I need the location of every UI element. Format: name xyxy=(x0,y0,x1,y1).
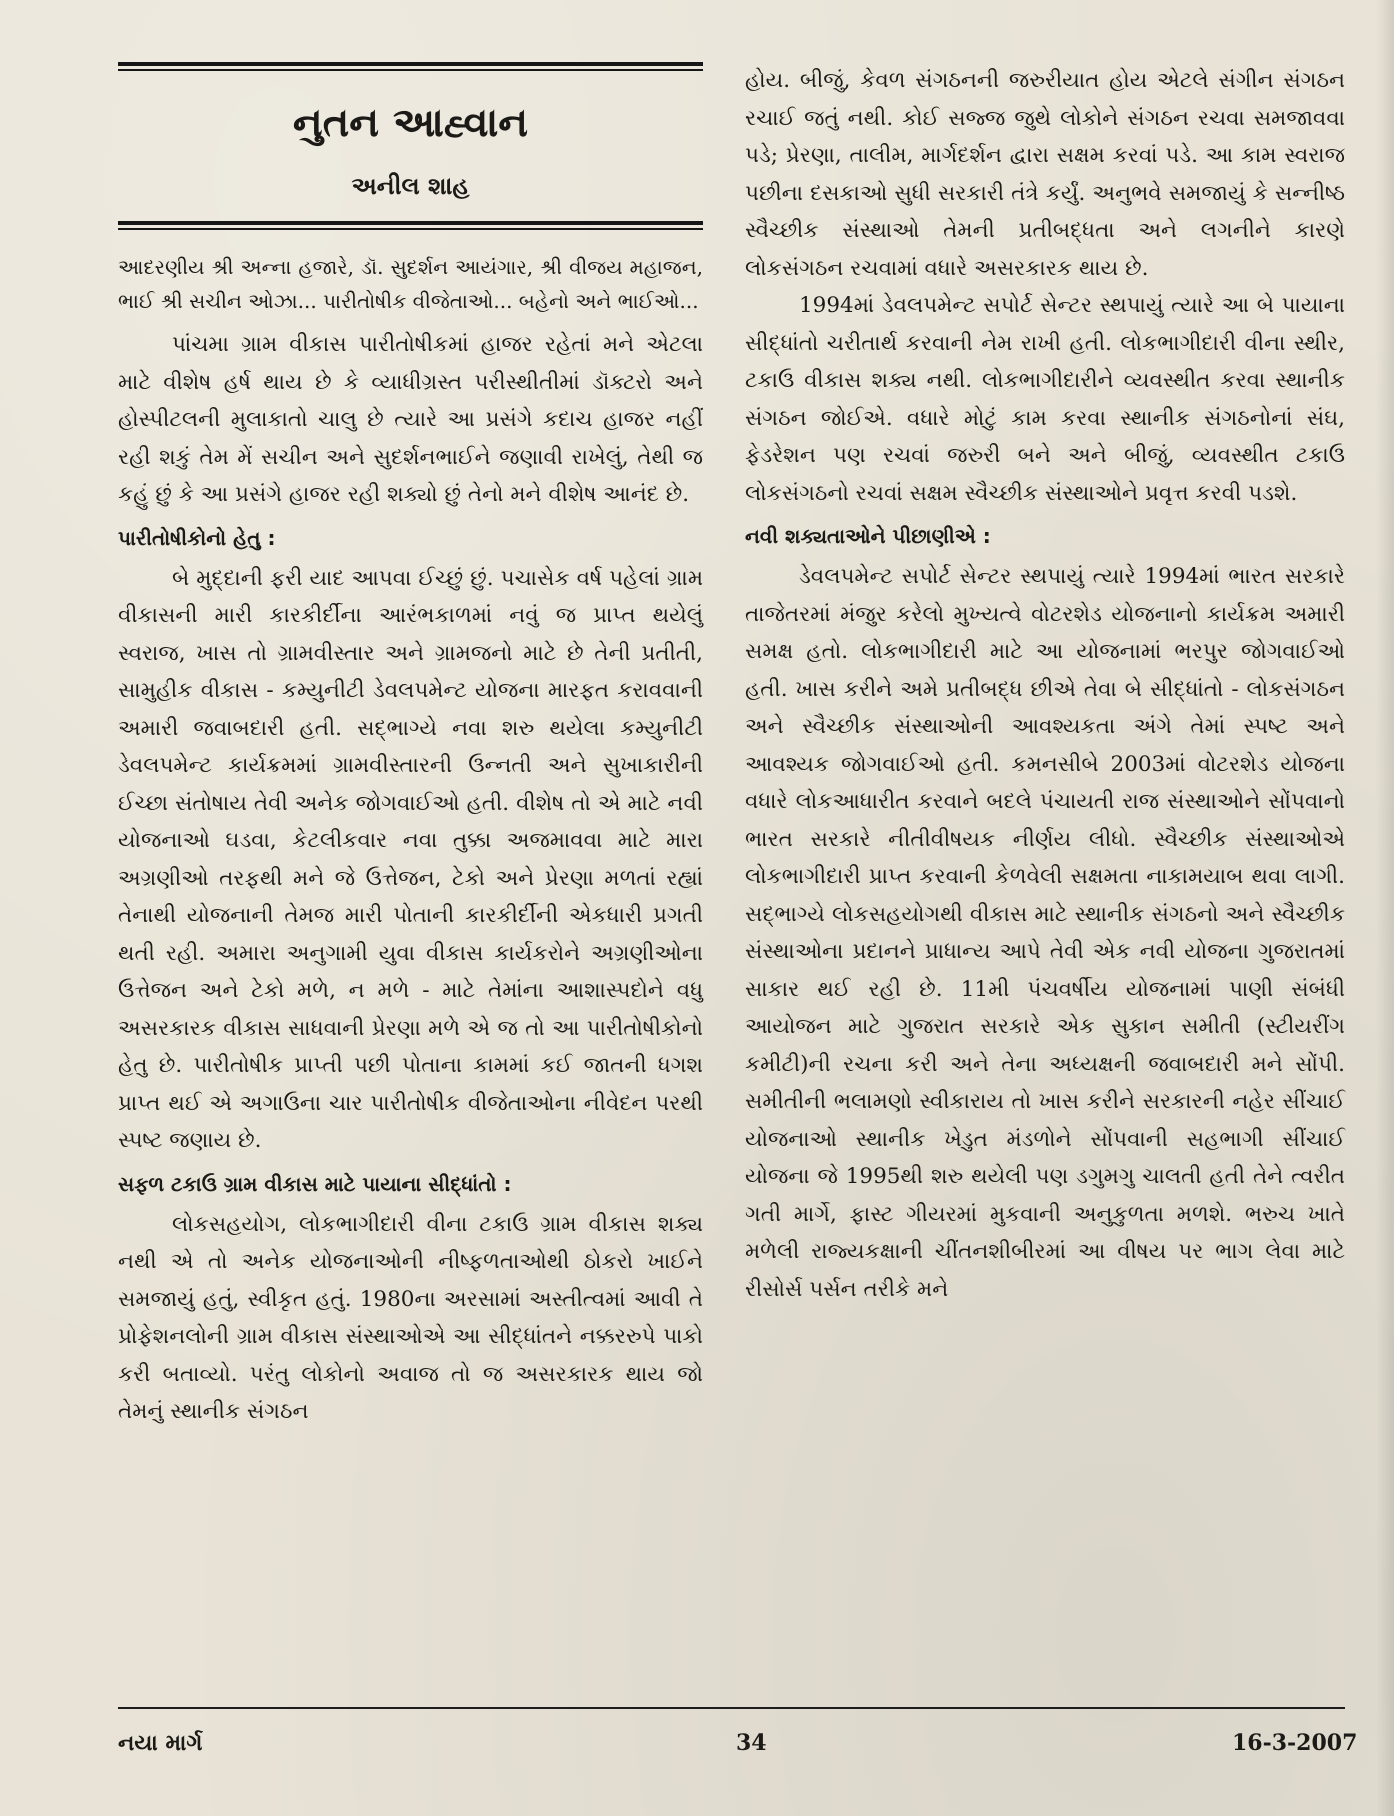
section-heading-new-possibilities: નવી શક્યતાઓને પીછાણીએ : xyxy=(745,524,991,548)
publication-date: 16-3-2007 xyxy=(1232,1730,1358,1756)
development-support-centre-paragraph: 1994માં ડેવલપમેન્ટ સપોર્ટ સેન્ટર સ્થપાયું ત્યારે આ બે પાયાના સીદ્ધાંતો ચરીતાર્થ કરવાની નેમ રાખી હતી. લોકભાગીદારી વીના સ્થીર, ટકાઉ વીકાસ શક્ય નથી. લોકભાગીદારીને વ્યવસ્થીત કરવા સ્થાનીક સંગઠન જોઈએ. વધારે મોટું કામ કરવા સ્થાનીક સંગઠનોનાં સંઘ, ફેડરેશન પણ રચવાં જરુરી બને અને બીજું, વ્યવસ્થીત ટકાઉ લોકસંગઠનો રચવાં સક્ષમ સ્વૈચ્છીક સંસ્થાઓને પ્રવૃત્ત કરવી પડશે. xyxy=(745,293,1345,506)
author-bottom-rule-thin xyxy=(118,228,703,230)
page-number: 34 xyxy=(736,1730,767,1756)
section-heading-principles: સફળ ટકાઉ ગ્રામ વીકાસ માટે પાયાના સીદ્ધાંતો : xyxy=(118,1171,512,1196)
paper-edge-shadow xyxy=(1376,0,1394,1816)
intro-paragraph: પાંચમા ગ્રામ વીકાસ પારીતોષીકમાં હાજર રહેતાં મને એટલા માટે વીશેષ હર્ષ થાય છે કે વ્યાધીગ્રસ્ત પરીસ્થીતીમાં ડૉક્ટરો અને હોસ્પીટલની મુલાકાતો ચાલુ છે ત્યારે આ પ્રસંગે કદાચ હાજર નહીં રહી શકું તેમ મેં સચીન અને સુદર્શનભાઈને જણાવી રાખેલું, તેથી જ કહું છું કે આ પ્રસંગે હાજર રહી શક્યો છું તેનો મને વીશેષ આનંદ છે. xyxy=(118,332,703,507)
section-heading-purpose: પારીતોષીકોનો હેતુ : xyxy=(118,525,276,550)
article-author: અનીલ શાહ xyxy=(351,172,470,200)
new-possibilities-paragraph: ડેવલપમેન્ટ સપોર્ટ સેન્ટર સ્થપાયું ત્યારે 1994માં ભારત સરકારે તાજેતરમાં મંજુર કરેલો મુખ્યત્વે વોટરશેડ યોજનાનો કાર્યક્રમ અમારી સમક્ષ હતો. લોકભાગીદારી માટે આ યોજનામાં ભરપુર જોગવાઈઓ હતી. ખાસ કરીને અમે પ્રતીબદ્ધ છીએ તેવા બે સીદ્ધાંતો - લોકસંગઠન અને સ્વૈચ્છીક સંસ્થાઓની આવશ્યકતા અંગે તેમાં સ્પષ્ટ અને આવશ્યક જોગવાઈઓ હતી. કમનસીબે 2003માં વોટરશેડ યોજના વધારે લોકઆધારીત કરવાને બદલે પંચાયતી રાજ સંસ્થાઓને સોંપવાનો ભારત સરકારે નીતીવીષયક નીર્ણય લીધો. સ્વૈચ્છીક સંસ્થાઓએ લોકભાગીદારી પ્રાપ્ત કરવાની કેળવેલી સક્ષમતા નાકામયાબ થવા લાગી. સદ્ભાગ્યે લોકસહયોગથી વીકાસ માટે સ્થાનીક સંગઠનો અને સ્વૈચ્છીક સંસ્થાઓના પ્રદાનને પ્રાધાન્ય આપે તેવી એક નવી યોજના ગુજરાતમાં સાકાર થઈ રહી છે. 11મી પંચવર્ષીય યોજનામાં પાણી સંબંધી આયોજન માટે ગુજરાત સરકારે એક સુકાન સમીતી (સ્ટીયરીંગ કમીટી)ની રચના કરી અને તેના અધ્યક્ષની જવાબદારી મને સોંપી. સમીતીની ભલામણો સ્વીકારાય તો ખાસ કરીને સરકારની નહેર સીંચાઈ યોજનાઓ સ્થાનીક ખેડુત મંડળોને સોંપવાની સહભાગી સીંચાઈ યોજના જે 1995થી શરુ થયેલી પણ ડગુમગુ ચાલતી હતી તેને ત્વરીત ગતી માર્ગે, ફાસ્ટ ગીયરમાં મુકવાની અનુકુળતા મળશે. ભરુચ ખાતે મળેલી રાજ્યકક્ષાની ચીંતનશીબીરમાં આ વીષય પર ભાગ લેવા માટે રીસોર્સ પર્સન તરીકે મને xyxy=(745,564,1345,1302)
title-top-rule-thick xyxy=(118,62,703,66)
left-column xyxy=(118,62,703,1431)
purpose-paragraph: બે મુદ્દાની ફરી યાદ આપવા ઈચ્છું છું. પચાસેક વર્ષ પહેલાં ગ્રામ વીકાસની મારી કારકીર્દીના આરંભકાળમાં નવું જ પ્રાપ્ત થયેલું સ્વરાજ, ખાસ તો ગ્રામવીસ્તાર અને ગ્રામજનો માટે છે તેની પ્રતીતી, સામુહીક વીકાસ - કમ્યુનીટી ડેવલપમેન્ટ યોજના મારફત કરાવવાની અમારી જવાબદારી હતી. સદ્ભાગ્યે નવા શરુ થયેલા કમ્યુનીટી ડેવલપમેન્ટ કાર્યક્રમમાં ગ્રામવીસ્તારની ઉન્નતી અને સુખાકારીની ઈચ્છા સંતોષાય તેવી અનેક જોગવાઈઓ હતી. વીશેષ તો એ માટે નવી યોજનાઓ ઘડવા, કેટલીકવાર નવા તુક્કા અજમાવવા માટે મારા અગ્રણીઓ તરફથી મને જે ઉત્તેજન, ટેકો અને પ્રેરણા મળતાં રહ્યાં તેનાથી યોજનાની તેમજ મારી પોતાની કારકીર્દીની એકધારી પ્રગતી થતી રહી. અમારા અનુગામી યુવા વીકાસ કાર્યકરોને અગ્રણીઓના ઉત્તેજન અને ટેકો મળે, ન મળે - માટે તેમાંના આશાસ્પદોને વધુ અસરકારક વીકાસ સાધવાની પ્રેરણા મળે એ જ તો આ પારીતોષીકોનો હેતુ છે. પારીતોષીક પ્રાપ્તી પછી પોતાના કામમાં કઈ જાતની ધગશ પ્રાપ્ત થઈ એ અગાઉના ચાર પારીતોષીક વીજેતાઓના નીવેદન પરથી સ્પષ્ટ જણાય છે. xyxy=(118,565,703,1153)
article-title: નુતન આહ્વાન xyxy=(292,100,529,146)
title-top-rule-thin xyxy=(118,69,703,71)
footer-rule xyxy=(118,1707,1345,1709)
salutation: આદરણીય શ્રી અન્ના હજારે, ડૉ. સુદર્શન આયંગાર, શ્રી વીજય મહાજન, ભાઈ શ્રી સચીન ઓઝા... પારીતોષીક વીજેતાઓ... બહેનો અને ભાઈઓ... xyxy=(118,255,703,313)
continuation-paragraph: હોય. બીજું, કેવળ સંગઠનની જરુરીયાત હોય એટલે સંગીન સંગઠન રચાઈ જતું નથી. કોઈ સજ્જ જુથે લોકોને સંગઠન રચવા સમજાવવા પડે; પ્રેરણા, તાલીમ, માર્ગદર્શન દ્વારા સક્ષમ કરવાં પડે. આ કામ સ્વરાજ પછીના દસકાઓ સુધી સરકારી તંત્રે કર્યું. અનુભવે સમજાયું કે સન્નીષ્ઠ સ્વૈચ્છીક સંસ્થાઓ તેમની પ્રતીબદ્ધતા અને લગનીને કારણે લોકસંગઠન રચવામાં વધારે અસરકારક થાય છે. xyxy=(745,68,1345,281)
publication-name: નયા માર્ગ xyxy=(118,1730,203,1756)
author-bottom-rule-thick xyxy=(118,221,703,225)
right-column xyxy=(745,62,1345,1308)
principles-paragraph: લોકસહયોગ, લોકભાગીદારી વીના ટકાઉ ગ્રામ વીકાસ શક્ય નથી એ તો અનેક યોજનાઓની નીષ્ફળતાઓથી ઠોકરો ખાઈને સમજાયું હતું, સ્વીકૃત હતું. 1980ના અરસામાં અસ્તીત્વમાં આવી તે પ્રોફેશનલોની ગ્રામ વીકાસ સંસ્થાઓએ આ સીદ્ધાંતને નક્કરરુપે પાકો કરી બતાવ્યો. પરંતુ લોકોનો અવાજ તો જ અસરકારક થાય જો તેમનું સ્થાનીક સંગઠન xyxy=(118,1211,703,1424)
